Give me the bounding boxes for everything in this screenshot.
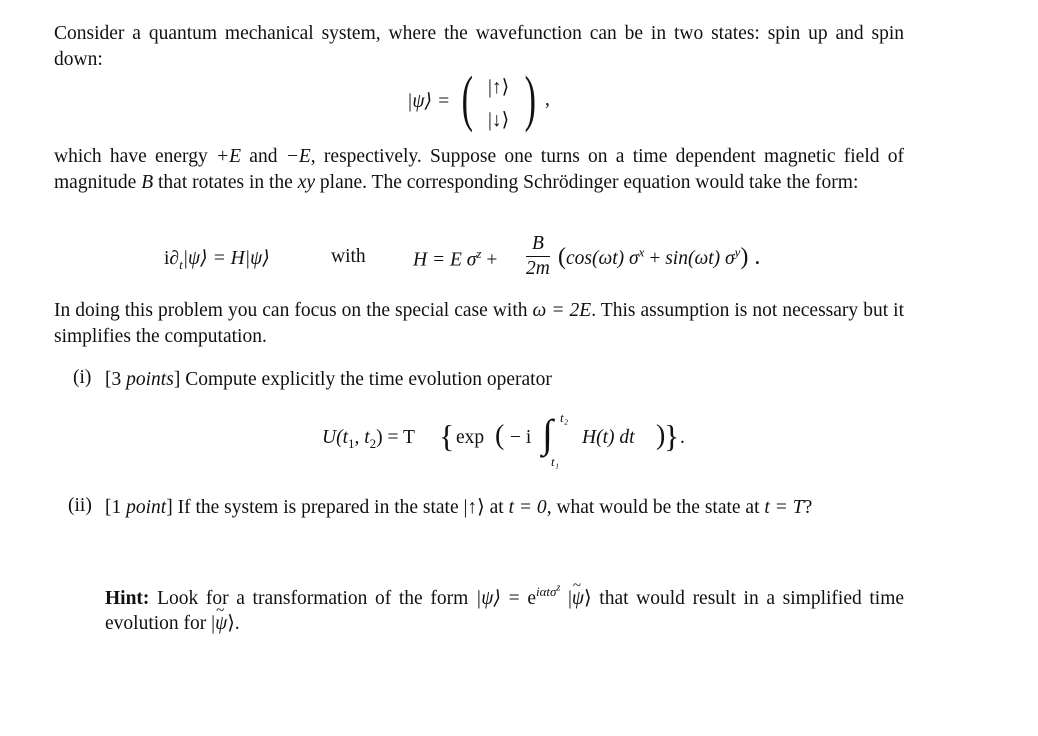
plus-sign: + — [486, 249, 498, 271]
item-1-pts-open: [3 — [105, 369, 127, 390]
plus-2: + — [644, 248, 666, 269]
energy-text-5: plane. The corresponding Schrödinger equation would take the form: — [315, 171, 859, 193]
energy-text-1: which have energy — [54, 146, 216, 167]
sin-term: sin(ωt) σ — [665, 248, 735, 269]
hamiltonian-head — [413, 246, 497, 272]
cos-term: cos(ωt) σ — [566, 248, 639, 269]
lhs-rest: |ψ⟩ = H|ψ⟩ — [182, 248, 270, 269]
close-paren: ) . — [740, 244, 761, 270]
lhs-op: i∂ — [164, 248, 180, 269]
item-2-text — [105, 495, 904, 521]
minus-i: − i — [510, 427, 532, 448]
left-brace: { — [439, 418, 455, 454]
hint-text-2: that would result in a simplified time evolution for — [105, 587, 905, 635]
minus-E: −E — [285, 146, 311, 167]
lhs-sub: t — [179, 256, 183, 272]
right-paren-2: ) — [656, 420, 666, 451]
lower-limit: t₁ — [551, 454, 560, 469]
item-2-pts-close: ] — [166, 497, 173, 518]
hint-label: Hint: — [105, 587, 150, 609]
rhs-start: ) = T — [376, 427, 415, 448]
intro-paragraph — [54, 21, 904, 72]
energy-text-2: and — [241, 146, 286, 167]
item-2-pts-open: [1 — [105, 497, 127, 518]
hamiltonian-tail — [558, 244, 760, 271]
open-paren: ( — [558, 244, 566, 270]
comma-t: , t — [354, 427, 370, 448]
t-capital-T: t = T — [764, 497, 804, 518]
item-2-text-2: at — [484, 497, 509, 518]
psi-tilde-2-open: | — [211, 613, 216, 635]
fraction — [526, 232, 550, 281]
U-head: U(t — [322, 427, 348, 448]
right-paren: ) — [524, 65, 537, 133]
hint-equals: = — [501, 587, 528, 609]
upper-limit: t₂ — [560, 410, 569, 425]
omega-eq: ω = 2E — [532, 300, 592, 321]
exp-word: exp — [456, 427, 485, 448]
with-word: with — [331, 246, 366, 267]
hint-text-1: Look for a transformation of the form — [149, 587, 476, 609]
hint-psi: |ψ⟩ — [475, 587, 502, 609]
psi-tilde-2-close: ⟩. — [227, 613, 240, 635]
evolution-lhs — [322, 427, 415, 452]
sup-z: z — [476, 246, 482, 261]
energy-paragraph — [54, 144, 904, 195]
hint-paragraph — [105, 576, 904, 637]
item-1-pts-close: ] — [173, 369, 181, 390]
hint-exponent — [536, 584, 560, 599]
state-top: |↑⟩ — [488, 77, 510, 98]
item-1-text — [105, 367, 904, 393]
item-1-number: (i) — [73, 367, 92, 388]
sub-2: 2 — [369, 435, 377, 451]
t-zero: t = 0 — [508, 497, 547, 518]
item-1-pts-word: points — [126, 369, 174, 390]
evolution-end: . — [680, 427, 685, 448]
hint-e: e — [527, 587, 536, 609]
item-2-pts-word: point — [126, 497, 167, 518]
item-2-text-1: If the system is prepared in the state — [172, 497, 464, 518]
item-1-body: Compute explicitly the time evolution operator — [180, 369, 552, 390]
psi-tilde-2: ~ ψ — [215, 611, 227, 637]
frac-den: 2m — [526, 258, 550, 279]
item-2-text-3: , what would be the state at — [546, 497, 765, 518]
item-2-text-4: ? — [803, 497, 813, 518]
item-2-number: (ii) — [68, 495, 92, 516]
psi-tilde: ~ ψ — [572, 586, 584, 612]
schrodinger-lhs — [164, 246, 270, 273]
xy-plane: xy — [297, 171, 316, 193]
field-B: B — [141, 171, 154, 193]
focus-paragraph — [54, 298, 904, 349]
energy-text-4: that rotates in the — [153, 171, 298, 193]
sup-y: y — [734, 244, 741, 260]
right-brace: } — [664, 418, 680, 454]
exponent-z: z — [556, 583, 561, 594]
frac-num: B — [526, 232, 550, 257]
integrand: H(t) dt — [582, 427, 635, 448]
state-bottom: |↓⟩ — [488, 110, 510, 131]
plus-E: +E — [215, 146, 242, 167]
focus-text-1: In doing this problem you can focus on the special case with — [54, 300, 533, 321]
exponent-base: iαtσ — [535, 584, 557, 600]
up-state: |↑⟩ — [463, 497, 485, 518]
psi-tilde-open: | — [568, 587, 572, 609]
intro-text: Consider a quantum mechanical system, where the wavefunction can be in two states: spin up and spin down: — [54, 23, 904, 70]
sub-1: 1 — [348, 435, 355, 451]
left-paren-2: ( — [495, 420, 505, 451]
psi-tilde-close: ⟩ — [584, 587, 592, 609]
sup-x: x — [638, 244, 645, 260]
integral-sign: ∫ — [542, 411, 553, 456]
state-trail: , — [545, 89, 550, 110]
H-part: H = E σ — [413, 249, 477, 271]
focus-text-2: . This assumption is not necessary but it simplifies the computation. — [54, 300, 904, 347]
left-paren: ( — [461, 65, 474, 133]
state-lhs: |ψ⟩ = — [407, 91, 451, 112]
energy-text-3: , respectively. Suppose one turns on a time dependent magnetic field of magnitude — [54, 146, 905, 193]
